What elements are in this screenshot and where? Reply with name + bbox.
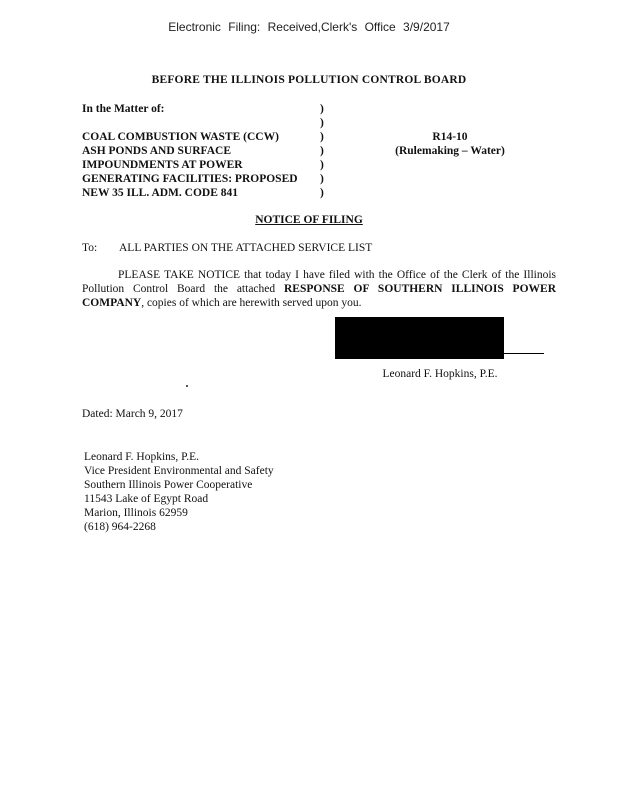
notice-heading: NOTICE OF FILING: [255, 214, 363, 226]
caption-line: [82, 116, 322, 130]
case-number: R14-10: [432, 131, 468, 143]
signer-name: Leonard F. Hopkins, P.E.: [382, 368, 498, 380]
caption-paren: ): [320, 131, 324, 143]
caption-paren: ): [320, 103, 324, 115]
to-row: [82, 242, 562, 254]
caption-paren: ): [320, 145, 324, 157]
signer-address-block: [84, 450, 384, 534]
board-title: BEFORE THE ILLINOIS POLLUTION CONTROL BOARD: [151, 74, 467, 86]
address-line: Leonard F. Hopkins, P.E.: [84, 451, 200, 463]
caption-paren: ): [320, 187, 324, 199]
caption-paren: ): [320, 173, 324, 185]
notice-body-part1: PLEASE TAKE NOTICE that today I have filed with the Office of the Clerk of the Illinois Pollution Control Board the attached: [82, 269, 556, 295]
caption-line: NEW 35 ILL. ADM. CODE 841: [82, 187, 239, 199]
address-line: (618) 964-2268: [84, 521, 156, 533]
address-line: Marion, Illinois 62959: [84, 507, 188, 519]
dated-line: Dated: March 9, 2017: [82, 408, 183, 420]
notice-body-bold: RESPONSE OF SOUTHERN ILLINOIS POWER COMPANY: [82, 283, 556, 309]
notice-body-part2: , copies of which are herewith served upon you.: [141, 297, 362, 309]
case-caption-left: [82, 102, 322, 200]
electronic-filing-stamp: Electronic Filing: Received,Clerk's Office 3/9/2017: [168, 20, 450, 34]
to-label: To:: [82, 242, 98, 254]
caption-line: ASH PONDS AND SURFACE: [82, 145, 231, 157]
signature-line: [504, 353, 544, 354]
stray-mark: [186, 385, 188, 387]
caption-paren: ): [320, 159, 324, 171]
caption-parentheses: [320, 102, 332, 200]
case-caption-right: [370, 130, 530, 158]
caption-line: GENERATING FACILITIES: PROPOSED: [82, 173, 298, 185]
address-line: 11543 Lake of Egypt Road: [84, 493, 209, 505]
caption-paren: ): [320, 117, 324, 129]
redacted-signature: [335, 317, 504, 359]
to-recipients: ALL PARTIES ON THE ATTACHED SERVICE LIST: [119, 242, 373, 254]
caption-line: COAL COMBUSTION WASTE (CCW): [82, 131, 279, 143]
case-type: (Rulemaking – Water): [395, 145, 505, 157]
caption-line: IMPOUNDMENTS AT POWER: [82, 159, 243, 171]
notice-body: [82, 268, 556, 310]
caption-line: In the Matter of:: [82, 103, 165, 115]
address-line: Southern Illinois Power Cooperative: [84, 479, 253, 491]
address-line: Vice President Environmental and Safety: [84, 465, 274, 477]
